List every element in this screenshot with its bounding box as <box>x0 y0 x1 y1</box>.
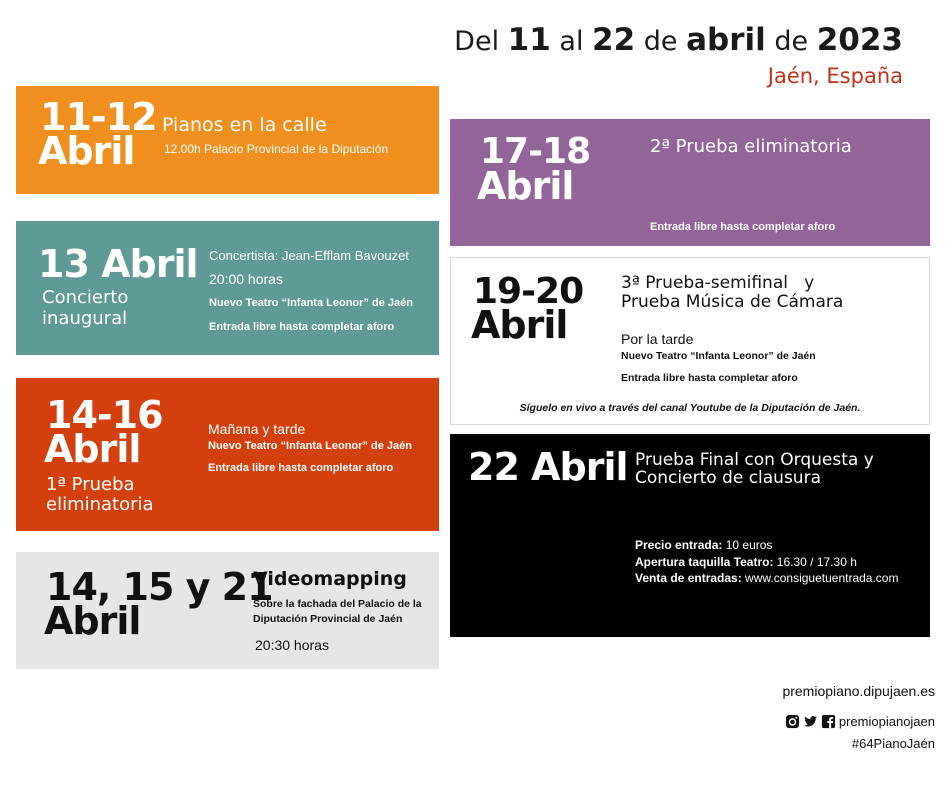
website-link[interactable]: premiopiano.dipujaen.es <box>782 683 935 699</box>
heading-de-2: de <box>774 26 809 57</box>
event-stream-note: Síguelo en vivo a través del canal Youtube de la Diputación de Jaén. <box>519 402 861 414</box>
event-title: Prueba Final con Orquesta y <box>635 450 874 470</box>
social-handle[interactable]: premiopianojaen <box>838 714 935 729</box>
facebook-icon[interactable] <box>821 714 836 729</box>
event-card-final <box>450 434 930 637</box>
event-subtitle: Concierto <box>42 287 129 308</box>
heading-end-day: 22 <box>592 22 636 58</box>
event-card-semifinal <box>450 257 930 425</box>
event-card-primera-prueba <box>16 378 439 531</box>
event-date: 14, 15 y 21 <box>46 565 273 609</box>
event-date: 13 Abril <box>38 242 198 286</box>
event-dates-heading <box>454 22 903 58</box>
event-venue: Nuevo Teatro “Infanta Leonor” de Jaén <box>621 350 816 362</box>
heading-year: 2023 <box>816 22 903 58</box>
heading-al: al <box>559 26 584 57</box>
event-entry: Entrada libre hasta completar aforo <box>209 321 395 333</box>
heading-de: de <box>643 26 678 57</box>
event-date: 22 Abril <box>468 445 628 489</box>
event-entry: Entrada libre hasta completar aforo <box>621 372 798 384</box>
event-entry: Entrada libre hasta completar aforo <box>208 462 394 474</box>
hashtag: #64PianoJaén <box>851 736 935 751</box>
event-price <box>635 538 772 552</box>
event-subtitle-2: eliminatoria <box>46 494 154 515</box>
event-ticket-sales-value: www.consiguetuentrada.com <box>741 571 899 585</box>
event-card-pianos-en-la-calle <box>16 86 439 194</box>
event-title-2: Concierto de clausura <box>635 468 821 488</box>
event-date: 19-20 <box>473 271 584 312</box>
event-title: 3ª Prueba-semifinal y <box>621 273 815 293</box>
event-city: Jaén, España <box>767 64 903 88</box>
instagram-icon[interactable] <box>785 714 800 729</box>
twitter-icon[interactable] <box>803 714 818 729</box>
event-price-label: Precio entrada: <box>635 538 723 552</box>
event-time: 20:00 horas <box>209 271 283 287</box>
event-price-value: 10 euros <box>722 538 773 552</box>
event-time: 20:30 horas <box>255 637 329 653</box>
event-box-office-value: 16.30 / 17.30 h <box>773 555 857 569</box>
event-performer: Concertista: Jean-Efflam Bavouzet <box>209 248 409 263</box>
event-time: Por la tarde <box>621 331 694 347</box>
event-subtitle: 1ª Prueba <box>46 474 135 495</box>
event-month: Abril <box>44 427 141 471</box>
social-links <box>785 714 935 729</box>
event-subtitle-2: inaugural <box>42 308 128 329</box>
heading-start-day: 11 <box>507 22 551 58</box>
heading-del: Del <box>454 26 500 57</box>
event-month: Abril <box>477 164 574 208</box>
event-ticket-sales <box>635 571 898 585</box>
event-place: Sobre la fachada del Palacio de la <box>253 598 422 610</box>
event-venue: Nuevo Teatro “Infanta Leonor” de Jaén <box>208 440 412 452</box>
event-time: Mañana y tarde <box>208 421 306 437</box>
event-ticket-sales-label: Venta de entradas: <box>635 571 742 585</box>
event-date: 17-18 <box>480 131 591 172</box>
event-title-2: Prueba Música de Cámara <box>621 292 844 312</box>
event-card-segunda-prueba <box>450 119 930 246</box>
event-detail: 12.00h Palacio Provincial de la Diputación <box>164 142 389 156</box>
event-month: Abril <box>38 129 135 173</box>
event-card-videomapping <box>16 552 439 669</box>
event-card-concierto-inaugural <box>16 221 439 355</box>
event-month: Abril <box>471 303 568 347</box>
event-entry: Entrada libre hasta completar aforo <box>650 221 836 233</box>
event-place-2: Diputación Provincial de Jaén <box>253 613 403 625</box>
event-date: 14-16 <box>46 393 163 437</box>
event-date: 11-12 <box>40 95 157 139</box>
event-month: Abril <box>44 599 141 643</box>
event-box-office <box>635 555 857 569</box>
heading-month: abril <box>686 22 766 58</box>
event-title: Videomapping <box>253 568 407 590</box>
event-box-office-label: Apertura taquilla Teatro: <box>635 555 774 569</box>
event-title: Pianos en la calle <box>162 114 327 136</box>
event-venue: Nuevo Teatro “Infanta Leonor” de Jaén <box>209 297 413 309</box>
event-title: 2ª Prueba eliminatoria <box>650 136 852 157</box>
